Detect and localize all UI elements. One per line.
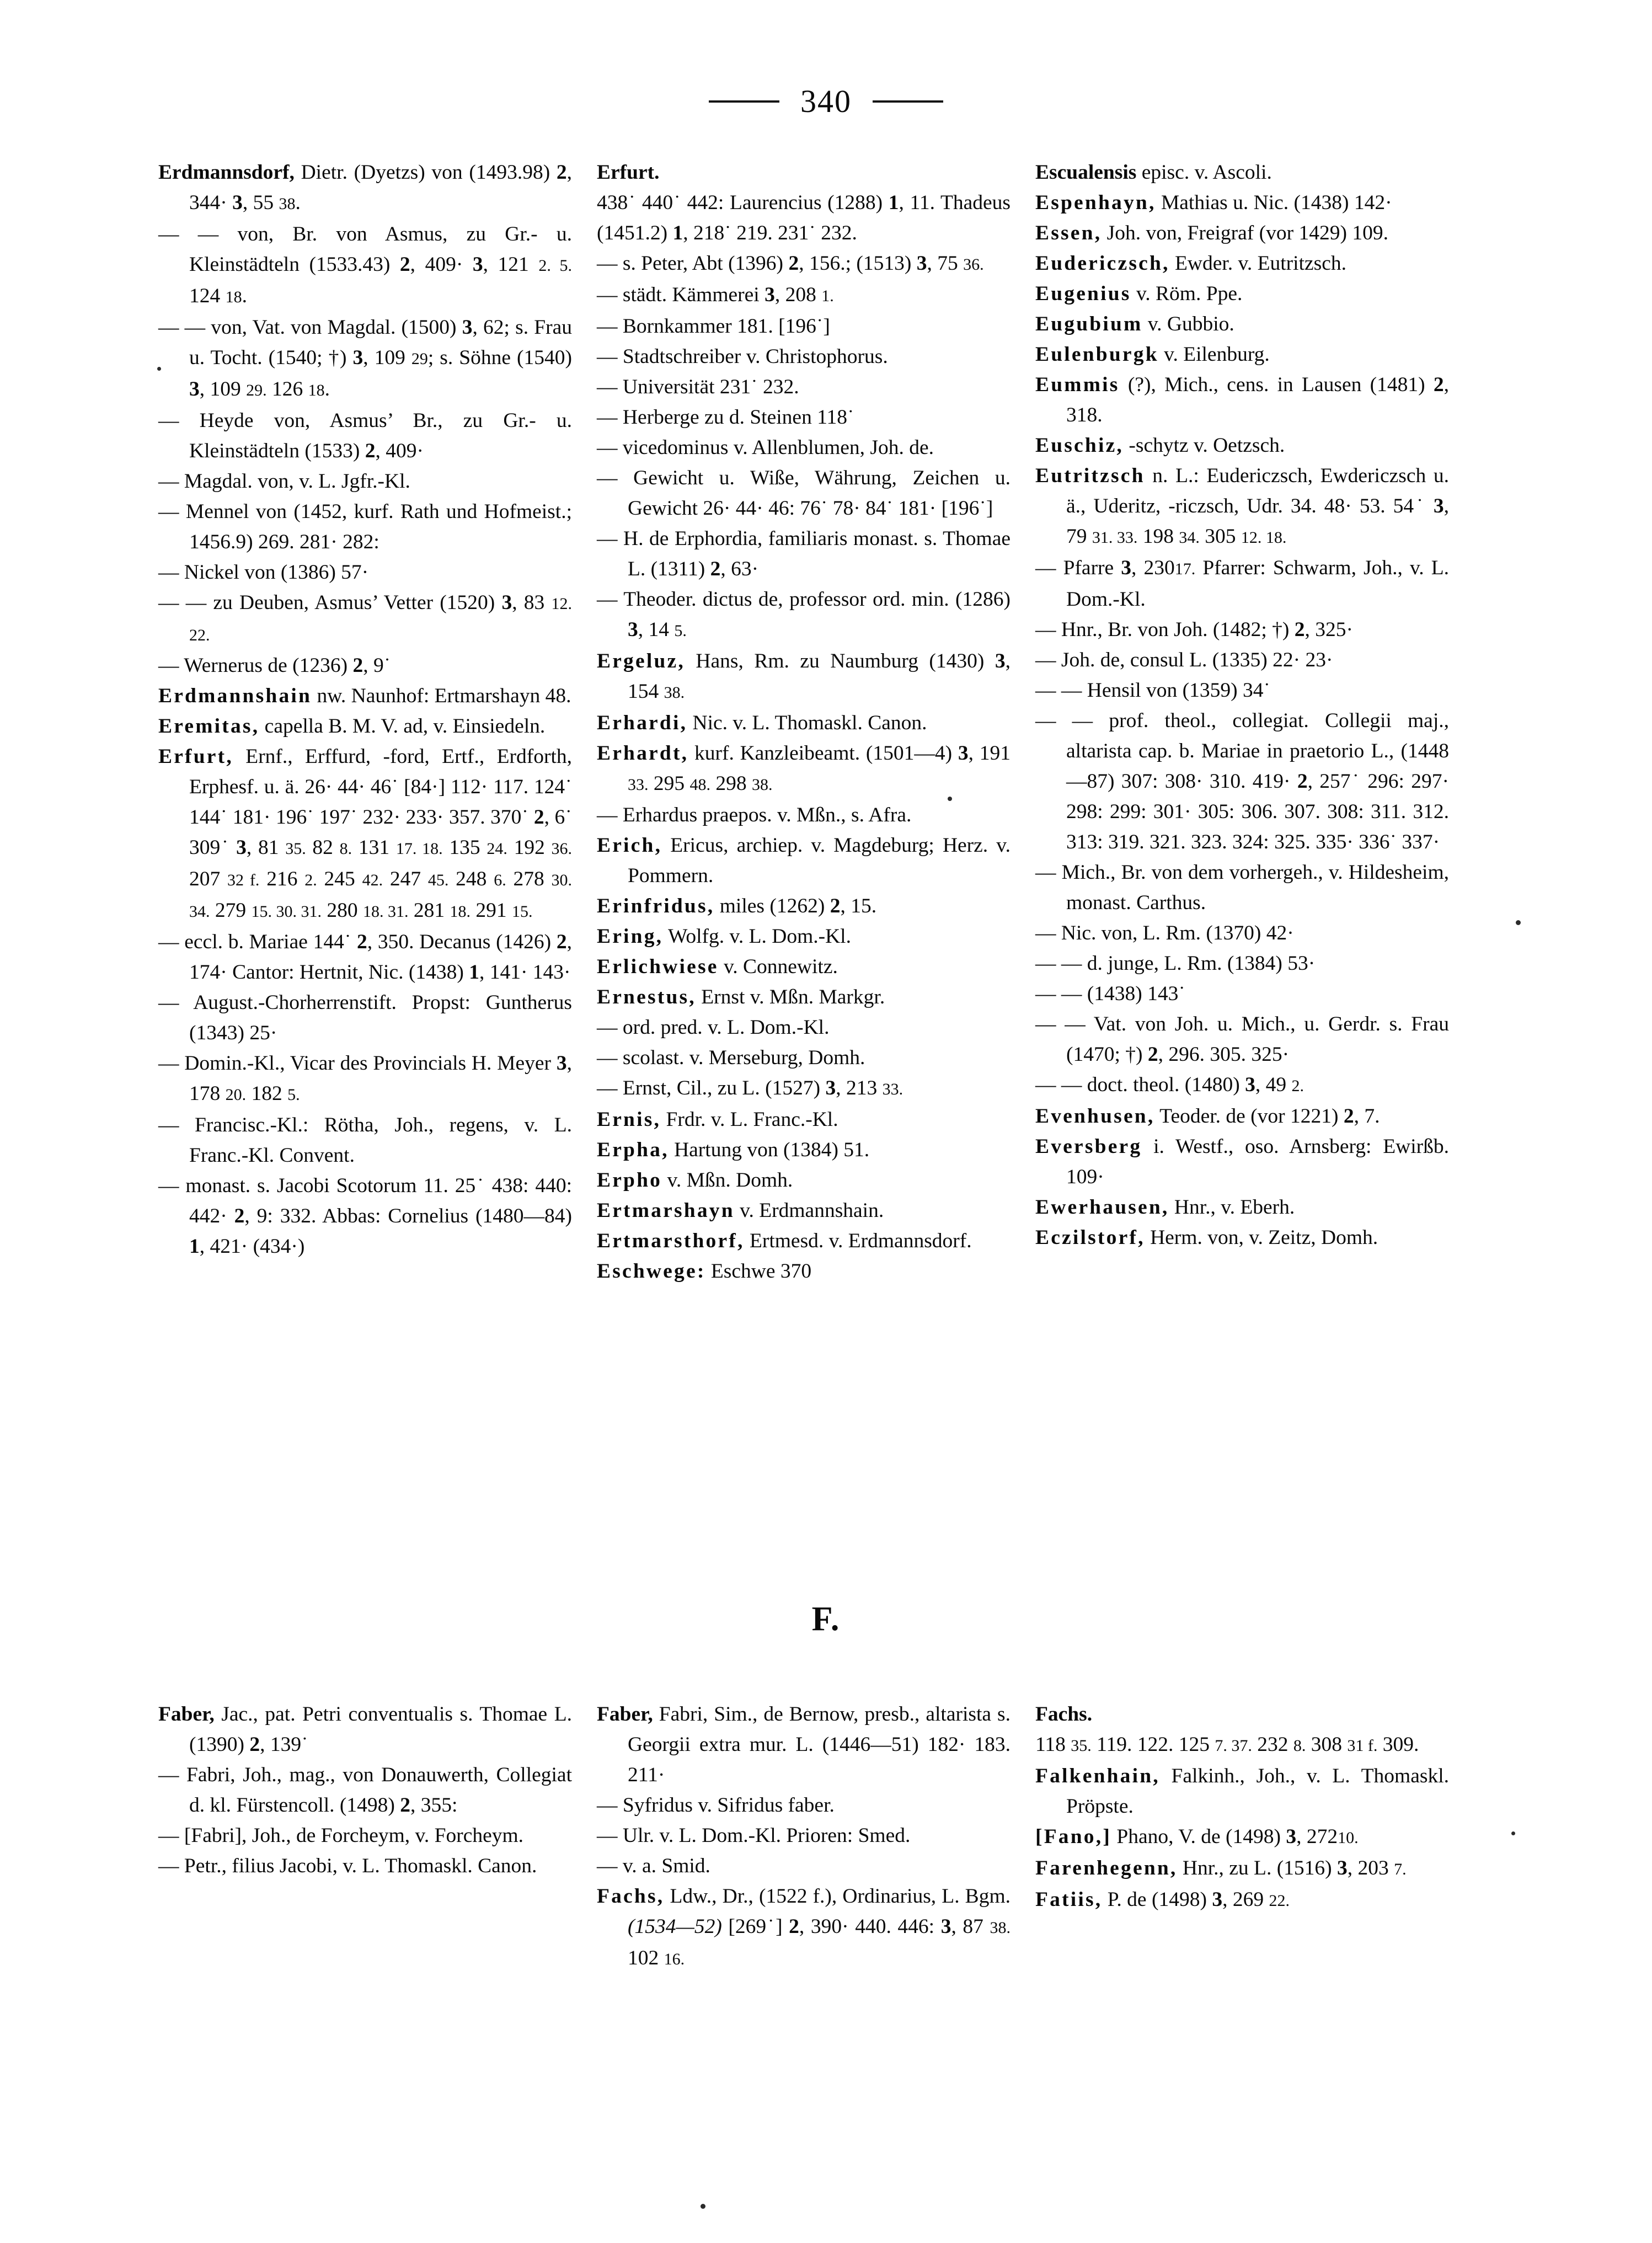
entry-body: miles (1262) 2, 15. (714, 895, 877, 917)
entry-headword: Eschwege: (597, 1260, 706, 1283)
entry-body: — Magdal. von, v. L. Jgfr.-Kl. (158, 470, 410, 493)
entry-body: — Francisc.-Kl.: Rötha, Joh., regens, v. L. Franc.-Kl. Convent. (158, 1114, 572, 1167)
entry-body: nw. Naunhof: Ertmarshayn 48. (312, 685, 571, 707)
entry-body: — monast. s. Jacobi Scotorum 11. 25˙ 438: 440: 442· 2, 9: 332. Abbas: Cornelius (1480—84) 1, 421· (434·) (158, 1174, 572, 1258)
index-entry (1035, 430, 1449, 461)
index-entry (158, 1171, 572, 1262)
index-entry (158, 1760, 572, 1820)
index-entry (158, 219, 572, 312)
entry-body: — — doct. theol. (1480) 3, 49 2. (1035, 1074, 1305, 1096)
index-entry (1035, 1009, 1449, 1070)
entry-body: — H. de Erphordia, familiaris monast. s. Thomae L. (1311) 2, 63· (597, 527, 1011, 580)
index-entry (1035, 1699, 1449, 1729)
index-entry (158, 157, 572, 219)
entry-headword: Erhardt, (597, 742, 689, 765)
entry-headword: Erdmannsdorf, (158, 161, 295, 184)
index-entry (1035, 615, 1449, 645)
entry-body: — Syfridus v. Sifridus faber. (597, 1794, 835, 1817)
entry-body: Hartung von (1384) 51. (669, 1139, 870, 1161)
entry-body: — vicedominus v. Allenblumen, Joh. de. (597, 436, 934, 459)
index-entry (597, 1256, 1011, 1286)
index-entry (158, 1820, 572, 1851)
column-f-2 (597, 1699, 1011, 1974)
scan-speck (157, 367, 161, 371)
entry-body: — Petr., filius Jacobi, v. L. Thomaskl. Canon. (158, 1855, 537, 1877)
index-entry (597, 341, 1011, 372)
entry-headword: Ernestus, (597, 986, 696, 1008)
index-entry (158, 466, 572, 496)
entry-body: — Pfarre 3, 23017. Pfarrer: Schwarm, Joh., v. L. Dom.-Kl. (1035, 557, 1450, 611)
index-entry (597, 646, 1011, 708)
index-entry (158, 588, 572, 650)
rule-left-decoration (709, 100, 779, 103)
index-entry (1035, 675, 1449, 706)
index-entry (597, 157, 1011, 188)
entry-body: Hnr., zu L. (1516) 3, 203 7. (1177, 1857, 1407, 1879)
entry-headword: Erdmannshain (158, 685, 312, 707)
index-entry (1035, 857, 1449, 918)
index-columns-f (158, 1699, 1499, 1974)
entry-headword: Eugenius (1035, 282, 1131, 305)
entry-body: — eccl. b. Mariae 144˙ 2, 350. Decanus (1426) 2, 174· Cantor: Hertnit, Nic. (1438) 1, 141· 143· (158, 931, 572, 984)
entry-headword: Fatiis, (1035, 1888, 1103, 1911)
index-entry (597, 248, 1011, 280)
entry-body: Frdr. v. L. Franc.-Kl. (661, 1108, 838, 1131)
entry-headword: Euschiz, (1035, 434, 1124, 457)
index-entry (597, 584, 1011, 646)
index-entry (597, 952, 1011, 982)
entry-body: v. Gubbio. (1142, 313, 1234, 335)
entry-body: Mathias u. Nic. (1438) 142· (1156, 191, 1392, 214)
entry-headword: Eutritzsch (1035, 464, 1145, 487)
entry-body: v. Erdmannshain. (734, 1199, 884, 1222)
index-entry (597, 1851, 1011, 1881)
entry-headword: Erhardi, (597, 712, 688, 734)
column-2 (597, 157, 1011, 1286)
index-entry (1035, 1761, 1449, 1822)
index-entry (1035, 370, 1449, 430)
entry-body: — v. a. Smid. (597, 1855, 710, 1877)
index-entry (597, 463, 1011, 524)
entry-body: v. Connewitz. (718, 955, 838, 978)
entry-body: 438˙ 440˙ 442: Laurencius (1288) 1, 11. Thadeus (1451.2) 1, 218˙ 219. 231˙ 232. (597, 191, 1011, 244)
entry-body: — Bornkammer 181. [196˙] (597, 315, 830, 338)
index-entry (158, 405, 572, 466)
entry-body: — Hnr., Br. von Joh. (1482; †) 2, 325· (1035, 618, 1354, 641)
entry-body: P. de (1498) 3, 269 22. (1102, 1888, 1290, 1911)
index-entry (597, 1820, 1011, 1851)
index-entry (597, 188, 1011, 248)
index-entry (1035, 553, 1449, 615)
index-entry (1035, 1884, 1449, 1916)
index-entry (597, 1104, 1011, 1135)
entry-body: — — (1438) 143˙ (1035, 982, 1185, 1005)
entry-body: Phano, V. de (1498) 3, 27210. (1111, 1825, 1359, 1848)
entry-headword: Farenhegenn, (1035, 1857, 1178, 1879)
index-entry (597, 738, 1011, 800)
index-entry (597, 372, 1011, 402)
entry-headword: Eczilstorf, (1035, 1226, 1145, 1249)
entry-body: -schytz v. Oetzsch. (1124, 434, 1285, 457)
index-entry (597, 891, 1011, 921)
entry-headword: Ertmarshayn (597, 1199, 735, 1222)
entry-body: — Mich., Br. von dem vorhergeh., v. Hildesheim, monast. Carthus. (1035, 861, 1449, 914)
entry-headword: Eudericzsch, (1035, 252, 1170, 275)
entry-body: v. Röm. Ppe. (1131, 282, 1243, 305)
entry-headword: Falkenhain, (1035, 1765, 1160, 1787)
index-entry (158, 312, 572, 405)
entry-headword: Eummis (1035, 373, 1120, 396)
index-entry (597, 402, 1011, 432)
entry-body: Ernf., Erffurd, -ford, Ertf., Erdforth, Erphesf. u. ä. 26· 44· 46˙ [84·] 112· 117. 124˙ 144˙ 181· 196˙ 197˙ 232· 233· 357. 370˙ 2, 6˙ 309˙ 3, 81 35. 82 8. 131 17. 18. 135 24. 192 36. 207 32 f. 216 2. 245 42. 247 45. 248 6. 278 30. 34. 279 15. 30. 31. 280 18. 31. 281 18. 291 15. (189, 745, 573, 922)
entry-body: — — Hensil von (1359) 34˙ (1035, 679, 1270, 702)
index-entry (597, 311, 1011, 341)
entry-body: Herm. von, v. Zeitz, Domh. (1145, 1226, 1378, 1249)
index-entry (1035, 461, 1449, 553)
index-entry (1035, 279, 1449, 309)
index-entry (1035, 1131, 1449, 1192)
entry-body: Eschwe 370 (705, 1260, 812, 1283)
index-entry (597, 921, 1011, 952)
entry-body: i. Westf., oso. Arnsberg: Ewirßb. 109· (1066, 1135, 1449, 1188)
entry-body: Hans, Rm. zu Naumburg (1430) 3, 154 38. (628, 650, 1011, 703)
index-entry (597, 1195, 1011, 1226)
entry-body: — Fabri, Joh., mag., von Donauwerth, Collegiat d. kl. Fürstencoll. (1498) 2, 355: (158, 1764, 572, 1817)
index-entry (158, 1048, 572, 1110)
index-entry (1035, 1222, 1449, 1253)
scan-speck (1511, 1831, 1515, 1835)
index-entry (158, 987, 572, 1048)
index-entry (1035, 918, 1449, 948)
index-entry (597, 1881, 1011, 1974)
entry-body: — — von, Br. von Asmus, zu Gr.- u. Kleinstädteln (1533.43) 2, 409· 3, 121 2. 5. 124 18. (158, 223, 572, 307)
entry-headword: Ergeluz, (597, 650, 685, 672)
entry-body: — Stadtschreiber v. Christophorus. (597, 345, 888, 368)
index-entry (1035, 1822, 1449, 1853)
index-entry (1035, 188, 1449, 218)
entry-body: Ertmesd. v. Erdmannsdorf. (744, 1230, 972, 1252)
entry-body: Falkinh., Joh., v. L. Thomaskl. Pröpste. (1066, 1765, 1449, 1818)
section-letter-heading: F. (811, 1600, 841, 1638)
index-entry (1035, 1070, 1449, 1101)
index-entry (597, 830, 1011, 891)
entry-body: — Theoder. dictus de, professor ord. min. (1286) 3, 14 5. (597, 588, 1011, 641)
index-entry (1035, 979, 1449, 1009)
entry-body: v. Eilenburg. (1158, 343, 1270, 366)
entry-body: capella B. M. V. ad, v. Einsiedeln. (259, 715, 546, 738)
index-entry (597, 1012, 1011, 1043)
index-entry (597, 432, 1011, 463)
index-entry (597, 1699, 1011, 1790)
entry-headword: Erich, (597, 834, 662, 857)
entry-headword: Ernis, (597, 1108, 661, 1131)
index-entry (158, 650, 572, 681)
entry-body: Ernst v. Mßn. Markgr. (696, 986, 885, 1008)
entry-body: — scolast. v. Merseburg, Domh. (597, 1046, 865, 1069)
entry-body: — Wernerus de (1236) 2, 9˙ (158, 654, 391, 677)
rule-right-decoration (873, 100, 943, 103)
entry-body: — — Vat. von Joh. u. Mich., u. Gerdr. s. Frau (1470; †) 2, 296. 305. 325· (1035, 1013, 1449, 1066)
index-entry (1035, 1853, 1449, 1884)
index-entry (1035, 248, 1449, 279)
entry-headword: Ewerhausen, (1035, 1196, 1169, 1219)
entry-headword: Erpho (597, 1169, 662, 1192)
entry-body: Wolfg. v. L. Dom.-Kl. (663, 925, 851, 948)
index-entry (597, 524, 1011, 584)
index-entry (1035, 948, 1449, 979)
entry-headword: Erlichwiese (597, 955, 719, 978)
entry-headword: Ertmarsthorf, (597, 1230, 745, 1252)
entry-body: Joh. von, Freigraf (vor 1429) 109. (1102, 222, 1388, 244)
index-entry (158, 1110, 572, 1171)
entry-headword: Eversberg (1035, 1135, 1142, 1158)
entry-headword: Evenhusen, (1035, 1105, 1155, 1128)
entry-body: — — prof. theol., collegiat. Collegii maj., altarista cap. b. Mariae in praetorio L., (1448—87) 307: 308· 310. 419· 2, 257˙ 296: 297· 298: 299: 301· 305: 306. 307. 308: 311. 312. 313: 319. 321. 323. 324: 325. 335· 336˙ 337· (1035, 709, 1449, 853)
index-entry (158, 557, 572, 588)
index-entry (158, 741, 572, 927)
index-entry (597, 982, 1011, 1012)
column-f-1 (158, 1699, 572, 1974)
entry-headword: Fachs. (1035, 1703, 1093, 1726)
entry-headword: Erinfridus, (597, 895, 715, 917)
entry-body: — Gewicht u. Wiße, Währung, Zeichen u. Gewicht 26· 44· 46: 76˙ 78· 84˙ 181· [196˙] (597, 467, 1011, 520)
entry-body: — Universität 231˙ 232. (597, 376, 799, 398)
entry-body: — Herberge zu d. Steinen 118˙ (597, 406, 854, 429)
running-head (0, 83, 1652, 120)
entry-body: Dietr. (Dyetzs) von (1493.98) 2, 344· 3, 55 38. (189, 161, 572, 214)
entry-body: Ewder. v. Eutritzsch. (1169, 252, 1346, 275)
entry-headword: Erfurt, (158, 745, 233, 768)
page-number: 340 (800, 83, 852, 119)
entry-headword: [Fano,] (1035, 1825, 1112, 1848)
entry-body: kurf. Kanzleibeamt. (1501—4) 3, 191 33. 295 48. 298 38. (628, 742, 1011, 795)
index-entry (597, 1073, 1011, 1104)
entry-body: — städt. Kämmerei 3, 208 1. (597, 284, 834, 306)
entry-headword: Essen, (1035, 222, 1102, 244)
entry-headword: Eulenburgk (1035, 343, 1159, 366)
entry-headword: Espenhayn, (1035, 191, 1156, 214)
index-entry (1035, 157, 1449, 188)
entry-headword: Erfurt. (597, 161, 660, 184)
entry-headword: Eugubium (1035, 313, 1143, 335)
entry-body: Hnr., v. Eberh. (1169, 1196, 1295, 1219)
index-entry (597, 280, 1011, 311)
entry-body: — — d. junge, L. Rm. (1384) 53· (1035, 952, 1316, 975)
scan-speck (1516, 920, 1521, 925)
entry-body: Ericus, archiep. v. Magdeburg; Herz. v. Pommern. (628, 834, 1011, 887)
scan-speck (701, 2204, 705, 2209)
index-entry (597, 1226, 1011, 1256)
entry-body: — Nic. von, L. Rm. (1370) 42· (1035, 922, 1294, 944)
index-entry (1035, 218, 1449, 248)
entry-headword: Faber, (597, 1703, 653, 1726)
entry-body: (?), Mich., cens. in Lausen (1481) 2, 318. (1066, 373, 1449, 426)
entry-body: — Heyde von, Asmus’ Br., zu Gr.- u. Kleinstädteln (1533) 2, 409· (158, 409, 572, 462)
entry-body: Fabri, Sim., de Bernow, presb., altarista s. Georgii extra mur. L. (1446—51) 182· 183. 211· (628, 1703, 1011, 1786)
entry-body: Nic. v. L. Thomaskl. Canon. (687, 712, 927, 734)
index-entry (158, 681, 572, 711)
index-entry (1035, 1101, 1449, 1131)
entry-headword: Ering, (597, 925, 664, 948)
index-entry (1035, 1192, 1449, 1222)
entry-body: — August.-Chorherrenstift. Propst: Guntherus (1343) 25· (158, 991, 572, 1044)
index-entry (158, 927, 572, 987)
entry-body: — — von, Vat. von Magdal. (1500) 3, 62; s. Frau u. Tocht. (1540; †) 3, 109 29; s. Söhne (1540) 3, 109 29. 126 18. (158, 316, 573, 400)
entry-body: 118 35. 119. 122. 125 7. 37. 232 8. 308 31 f. 309. (1035, 1733, 1419, 1756)
index-entry (1035, 1729, 1449, 1761)
scan-speck (948, 797, 952, 801)
index-entry (597, 800, 1011, 830)
column-1 (158, 157, 572, 1286)
index-entry (597, 1165, 1011, 1195)
index-columns-e (158, 157, 1499, 1286)
entry-body: — Ernst, Cil., zu L. (1527) 3, 213 33. (597, 1077, 903, 1099)
entry-body: v. Mßn. Domh. (662, 1169, 793, 1192)
entry-headword: Escualensis (1035, 161, 1137, 184)
entry-body: n. L.: Eudericzsch, Ewdericzsch u. ä., Uderitz, -riczsch, Udr. 34. 48· 53. 54˙ 3, 79 31. 33. 198 34. 305 12. 18. (1066, 464, 1449, 548)
index-entry (597, 1043, 1011, 1073)
entry-headword: Faber, (158, 1703, 215, 1726)
index-entry (158, 1699, 572, 1760)
entry-body: — [Fabri], Joh., de Forcheym, v. Forcheym. (158, 1824, 524, 1847)
index-entry (597, 708, 1011, 738)
entry-body: Teoder. de (vor 1221) 2, 7. (1154, 1105, 1380, 1128)
entry-headword: Erpha, (597, 1139, 669, 1161)
entry-body: — Erhardus praepos. v. Mßn., s. Afra. (597, 804, 912, 826)
index-entry (1035, 706, 1449, 857)
entry-body: Ldw., Dr., (1522 f.), Ordinarius, L. Bgm. (1534—52) [269˙] 2, 390· 440. 446: 3, 87 38. 102 16. (628, 1885, 1011, 1969)
index-entry (597, 1135, 1011, 1165)
index-entry (158, 1851, 572, 1881)
index-entry (1035, 339, 1449, 370)
entry-body: episc. v. Ascoli. (1136, 161, 1272, 184)
entry-headword: Eremitas, (158, 715, 260, 738)
entry-body: — Nickel von (1386) 57· (158, 561, 369, 584)
entry-body: — Mennel von (1452, kurf. Rath und Hofmeist.; 1456.9) 269. 281· 282: (158, 500, 572, 553)
entry-body: — Domin.-Kl., Vicar des Provincials H. Meyer 3, 178 20. 182 5. (158, 1052, 572, 1105)
index-entry (597, 1790, 1011, 1820)
entry-body: Jac., pat. Petri conventualis s. Thomae L. (1390) 2, 139˙ (189, 1703, 572, 1756)
entry-body: — Ulr. v. L. Dom.-Kl. Prioren: Smed. (597, 1824, 911, 1847)
index-entry (158, 496, 572, 557)
index-entry (1035, 309, 1449, 339)
index-entry (1035, 645, 1449, 675)
index-entry (158, 711, 572, 741)
column-f-3 (1035, 1699, 1449, 1974)
column-3 (1035, 157, 1449, 1286)
entry-body: — s. Peter, Abt (1396) 2, 156.; (1513) 3, 75 36. (597, 252, 984, 275)
entry-body: — — zu Deuben, Asmus’ Vetter (1520) 3, 83 12. 22. (158, 591, 572, 644)
entry-body: — Joh. de, consul L. (1335) 22· 23· (1035, 649, 1333, 671)
entry-body: — ord. pred. v. L. Dom.-Kl. (597, 1016, 830, 1039)
entry-headword: Fachs, (597, 1885, 665, 1908)
